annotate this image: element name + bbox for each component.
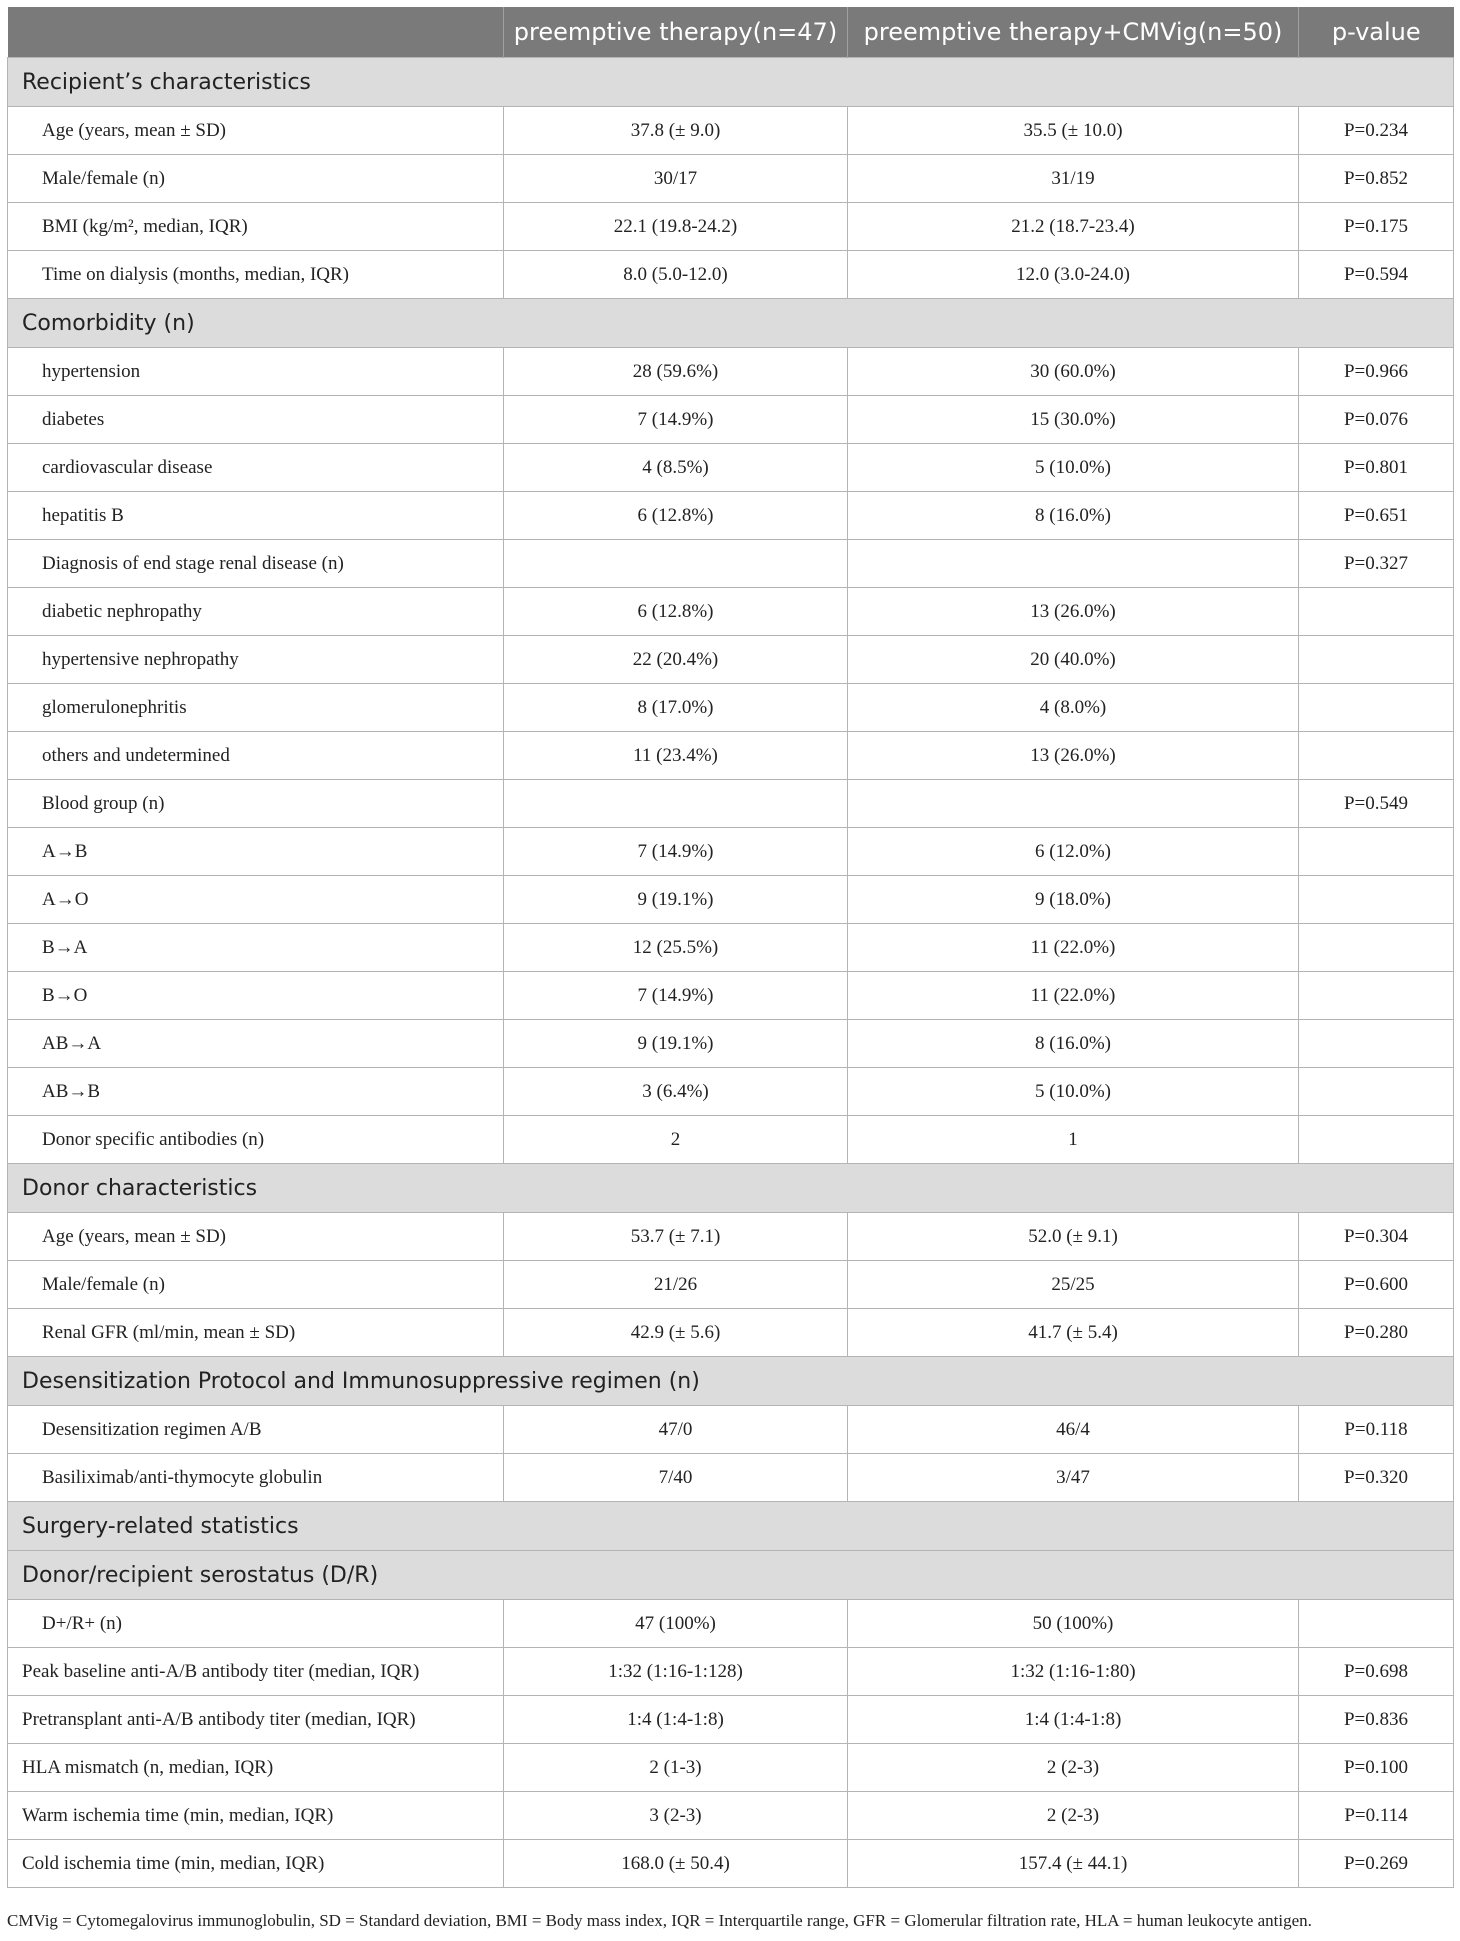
row-label: cardiovascular disease <box>8 444 504 492</box>
value-preemptive: 3 (6.4%) <box>504 1068 848 1116</box>
value-preemptive: 8 (17.0%) <box>504 684 848 732</box>
table-row <box>8 203 1454 251</box>
p-value: P=0.852 <box>1299 155 1454 203</box>
value-cmvig: 52.0 (± 9.1) <box>848 1213 1299 1261</box>
table-row <box>8 396 1454 444</box>
value-cmvig: 46/4 <box>848 1406 1299 1454</box>
table-row <box>8 1213 1454 1261</box>
value-cmvig: 50 (100%) <box>848 1600 1299 1648</box>
value-preemptive: 4 (8.5%) <box>504 444 848 492</box>
characteristics-table <box>7 7 1454 1888</box>
table-row <box>8 780 1454 828</box>
value-cmvig: 8 (16.0%) <box>848 1020 1299 1068</box>
table-row <box>8 348 1454 396</box>
value-preemptive: 7 (14.9%) <box>504 972 848 1020</box>
header-cell-cmvig: preemptive therapy+CMVig(n=50) <box>848 7 1299 58</box>
value-cmvig: 8 (16.0%) <box>848 492 1299 540</box>
table-row <box>8 444 1454 492</box>
value-cmvig: 20 (40.0%) <box>848 636 1299 684</box>
p-value <box>1299 972 1454 1020</box>
value-cmvig: 5 (10.0%) <box>848 1068 1299 1116</box>
value-preemptive: 7/40 <box>504 1454 848 1502</box>
p-value: P=0.801 <box>1299 444 1454 492</box>
section-header-row <box>8 1502 1454 1551</box>
section-title: Donor/recipient serostatus (D/R) <box>8 1551 1454 1600</box>
row-label: Diagnosis of end stage renal disease (n) <box>8 540 504 588</box>
row-label: Age (years, mean ± SD) <box>8 1213 504 1261</box>
p-value <box>1299 1600 1454 1648</box>
row-label: Donor specific antibodies (n) <box>8 1116 504 1164</box>
value-cmvig: 35.5 (± 10.0) <box>848 107 1299 155</box>
p-value: P=0.320 <box>1299 1454 1454 1502</box>
p-value: P=0.118 <box>1299 1406 1454 1454</box>
header-cell-preemptive: preemptive therapy(n=47) <box>504 7 848 58</box>
value-preemptive: 8.0 (5.0-12.0) <box>504 251 848 299</box>
value-cmvig: 2 (2-3) <box>848 1792 1299 1840</box>
table-row <box>8 1792 1454 1840</box>
value-cmvig: 12.0 (3.0-24.0) <box>848 251 1299 299</box>
table-row <box>8 1020 1454 1068</box>
value-preemptive: 168.0 (± 50.4) <box>504 1840 848 1888</box>
p-value <box>1299 636 1454 684</box>
value-cmvig: 6 (12.0%) <box>848 828 1299 876</box>
p-value: P=0.269 <box>1299 1840 1454 1888</box>
p-value <box>1299 1068 1454 1116</box>
table-row <box>8 492 1454 540</box>
row-label: Renal GFR (ml/min, mean ± SD) <box>8 1309 504 1357</box>
value-preemptive: 9 (19.1%) <box>504 1020 848 1068</box>
value-cmvig: 1:32 (1:16-1:80) <box>848 1648 1299 1696</box>
row-label: others and undetermined <box>8 732 504 780</box>
value-cmvig: 13 (26.0%) <box>848 588 1299 636</box>
p-value <box>1299 732 1454 780</box>
value-preemptive: 12 (25.5%) <box>504 924 848 972</box>
value-cmvig: 30 (60.0%) <box>848 348 1299 396</box>
characteristics-table-container <box>7 7 1453 1888</box>
value-cmvig: 4 (8.0%) <box>848 684 1299 732</box>
p-value <box>1299 1116 1454 1164</box>
row-label: HLA mismatch (n, median, IQR) <box>8 1744 504 1792</box>
p-value: P=0.114 <box>1299 1792 1454 1840</box>
table-row <box>8 1406 1454 1454</box>
value-cmvig: 5 (10.0%) <box>848 444 1299 492</box>
row-label: diabetic nephropathy <box>8 588 504 636</box>
row-label: hepatitis B <box>8 492 504 540</box>
value-preemptive: 1:4 (1:4-1:8) <box>504 1696 848 1744</box>
table-row <box>8 972 1454 1020</box>
value-preemptive: 47 (100%) <box>504 1600 848 1648</box>
row-label: A→B <box>8 828 504 876</box>
value-preemptive: 53.7 (± 7.1) <box>504 1213 848 1261</box>
p-value <box>1299 924 1454 972</box>
section-title: Recipient’s characteristics <box>8 58 1454 107</box>
row-label: Basiliximab/anti-thymocyte globulin <box>8 1454 504 1502</box>
value-cmvig: 157.4 (± 44.1) <box>848 1840 1299 1888</box>
section-title: Surgery-related statistics <box>8 1502 1454 1551</box>
table-row <box>8 828 1454 876</box>
header-cell-label <box>8 7 504 58</box>
table-row <box>8 540 1454 588</box>
value-preemptive: 7 (14.9%) <box>504 396 848 444</box>
value-cmvig <box>848 780 1299 828</box>
section-header-row <box>8 1164 1454 1213</box>
section-header-row <box>8 1551 1454 1600</box>
table-row <box>8 1309 1454 1357</box>
row-label: BMI (kg/m², median, IQR) <box>8 203 504 251</box>
p-value: P=0.966 <box>1299 348 1454 396</box>
value-preemptive: 7 (14.9%) <box>504 828 848 876</box>
value-preemptive <box>504 780 848 828</box>
value-preemptive: 21/26 <box>504 1261 848 1309</box>
row-label: hypertensive nephropathy <box>8 636 504 684</box>
p-value <box>1299 684 1454 732</box>
section-title: Comorbidity (n) <box>8 299 1454 348</box>
value-preemptive: 2 <box>504 1116 848 1164</box>
table-row <box>8 684 1454 732</box>
p-value: P=0.304 <box>1299 1213 1454 1261</box>
row-label: Male/female (n) <box>8 155 504 203</box>
p-value <box>1299 828 1454 876</box>
value-preemptive: 6 (12.8%) <box>504 492 848 540</box>
row-label: A→O <box>8 876 504 924</box>
value-cmvig: 13 (26.0%) <box>848 732 1299 780</box>
value-preemptive: 22 (20.4%) <box>504 636 848 684</box>
table-row <box>8 1454 1454 1502</box>
p-value: P=0.836 <box>1299 1696 1454 1744</box>
value-cmvig: 15 (30.0%) <box>848 396 1299 444</box>
value-cmvig: 21.2 (18.7-23.4) <box>848 203 1299 251</box>
table-row <box>8 636 1454 684</box>
value-cmvig: 41.7 (± 5.4) <box>848 1309 1299 1357</box>
p-value: P=0.280 <box>1299 1309 1454 1357</box>
section-title: Desensitization Protocol and Immunosuppressive regimen (n) <box>8 1357 1454 1406</box>
table-body <box>8 58 1454 1888</box>
value-cmvig: 31/19 <box>848 155 1299 203</box>
row-label: hypertension <box>8 348 504 396</box>
p-value: P=0.651 <box>1299 492 1454 540</box>
table-row <box>8 1600 1454 1648</box>
p-value: P=0.175 <box>1299 203 1454 251</box>
row-label: Cold ischemia time (min, median, IQR) <box>8 1840 504 1888</box>
p-value <box>1299 588 1454 636</box>
value-cmvig: 1 <box>848 1116 1299 1164</box>
p-value: P=0.076 <box>1299 396 1454 444</box>
value-cmvig <box>848 540 1299 588</box>
p-value: P=0.234 <box>1299 107 1454 155</box>
value-preemptive: 30/17 <box>504 155 848 203</box>
row-label: D+/R+ (n) <box>8 1600 504 1648</box>
p-value: P=0.327 <box>1299 540 1454 588</box>
p-value <box>1299 876 1454 924</box>
row-label: AB→B <box>8 1068 504 1116</box>
row-label: glomerulonephritis <box>8 684 504 732</box>
table-row <box>8 1744 1454 1792</box>
value-preemptive: 3 (2-3) <box>504 1792 848 1840</box>
row-label: Warm ischemia time (min, median, IQR) <box>8 1792 504 1840</box>
value-cmvig: 9 (18.0%) <box>848 876 1299 924</box>
p-value: P=0.594 <box>1299 251 1454 299</box>
section-header-row <box>8 1357 1454 1406</box>
p-value <box>1299 1020 1454 1068</box>
p-value: P=0.600 <box>1299 1261 1454 1309</box>
value-preemptive: 2 (1-3) <box>504 1744 848 1792</box>
row-label: Age (years, mean ± SD) <box>8 107 504 155</box>
value-cmvig: 3/47 <box>848 1454 1299 1502</box>
value-preemptive: 22.1 (19.8-24.2) <box>504 203 848 251</box>
row-label: Desensitization regimen A/B <box>8 1406 504 1454</box>
table-row <box>8 1840 1454 1888</box>
table-row <box>8 732 1454 780</box>
row-label: Pretransplant anti-A/B antibody titer (median, IQR) <box>8 1696 504 1744</box>
table-row <box>8 1068 1454 1116</box>
value-preemptive: 28 (59.6%) <box>504 348 848 396</box>
table-row <box>8 251 1454 299</box>
p-value: P=0.100 <box>1299 1744 1454 1792</box>
value-cmvig: 2 (2-3) <box>848 1744 1299 1792</box>
value-cmvig: 11 (22.0%) <box>848 972 1299 1020</box>
table-header <box>8 7 1454 58</box>
value-preemptive: 47/0 <box>504 1406 848 1454</box>
value-preemptive: 9 (19.1%) <box>504 876 848 924</box>
p-value: P=0.549 <box>1299 780 1454 828</box>
value-cmvig: 25/25 <box>848 1261 1299 1309</box>
p-value: P=0.698 <box>1299 1648 1454 1696</box>
row-label: Male/female (n) <box>8 1261 504 1309</box>
row-label: Time on dialysis (months, median, IQR) <box>8 251 504 299</box>
value-preemptive <box>504 540 848 588</box>
row-label: AB→A <box>8 1020 504 1068</box>
row-label: Blood group (n) <box>8 780 504 828</box>
row-label: B→A <box>8 924 504 972</box>
table-footnote: CMVig = Cytomegalovirus immunoglobulin, SD = Standard deviation, BMI = Body mass index, IQR = Interquartile range, GFR = Glomerular filtration rate, HLA = human leukocyte antigen. <box>7 1911 1312 1930</box>
row-label: Peak baseline anti-A/B antibody titer (median, IQR) <box>8 1648 504 1696</box>
header-row <box>8 7 1454 58</box>
header-cell-pvalue: p-value <box>1299 7 1454 58</box>
value-preemptive: 37.8 (± 9.0) <box>504 107 848 155</box>
table-row <box>8 924 1454 972</box>
value-preemptive: 11 (23.4%) <box>504 732 848 780</box>
table-row <box>8 107 1454 155</box>
table-row <box>8 155 1454 203</box>
table-row <box>8 1648 1454 1696</box>
value-preemptive: 1:32 (1:16-1:128) <box>504 1648 848 1696</box>
row-label: B→O <box>8 972 504 1020</box>
row-label: diabetes <box>8 396 504 444</box>
table-row <box>8 588 1454 636</box>
section-title: Donor characteristics <box>8 1164 1454 1213</box>
value-preemptive: 6 (12.8%) <box>504 588 848 636</box>
section-header-row <box>8 58 1454 107</box>
section-header-row <box>8 299 1454 348</box>
table-row <box>8 1261 1454 1309</box>
table-row <box>8 1116 1454 1164</box>
table-row <box>8 876 1454 924</box>
value-preemptive: 42.9 (± 5.6) <box>504 1309 848 1357</box>
value-cmvig: 1:4 (1:4-1:8) <box>848 1696 1299 1744</box>
value-cmvig: 11 (22.0%) <box>848 924 1299 972</box>
table-row <box>8 1696 1454 1744</box>
